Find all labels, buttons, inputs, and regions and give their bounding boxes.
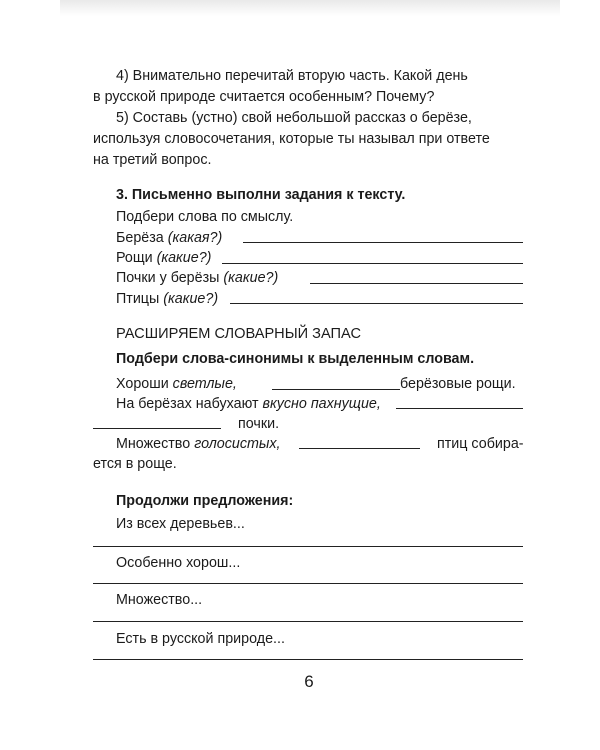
vocab-sentence-2: [116, 395, 381, 413]
question-4-line-2: в русской природе считается особенным? Почему?: [93, 89, 435, 105]
vocab-sentence-3: [116, 435, 281, 453]
highlighted-word: вкусно пахнущие,: [262, 396, 381, 412]
sentence-text: Множество: [116, 436, 191, 452]
highlighted-word: голосистых,: [194, 436, 281, 452]
continue-heading: Продолжи предложения:: [116, 493, 294, 509]
item-word: Почки у берёзы: [116, 270, 220, 286]
item-buds: [116, 269, 278, 287]
synonym-line[interactable]: [396, 408, 523, 409]
sentence-text: Хороши: [116, 376, 169, 392]
answer-line[interactable]: [243, 242, 523, 243]
item-word: Птицы: [116, 291, 160, 307]
sentence-text-end: птиц собира-: [437, 436, 524, 452]
answer-line[interactable]: [310, 283, 523, 284]
answer-line[interactable]: [93, 546, 523, 547]
sentence-text: На берёзах набухают: [116, 396, 259, 412]
vocab-task: Подбери слова-синонимы к выделенным словам.: [116, 351, 475, 367]
item-question: (какие?): [223, 270, 279, 286]
synonym-line[interactable]: [93, 428, 221, 429]
prompt-4: Есть в русской природе...: [116, 631, 285, 647]
page-number: 6: [304, 672, 314, 691]
item-question: (какая?): [167, 230, 223, 246]
answer-line[interactable]: [93, 621, 523, 622]
sentence-text-end: почки.: [238, 416, 280, 432]
question-5-line-1: 5) Составь (устно) свой небольшой рассказ о берёзе,: [116, 110, 472, 126]
prompt-1: Из всех деревьев...: [116, 516, 245, 532]
synonym-line[interactable]: [272, 389, 400, 390]
answer-line[interactable]: [230, 303, 523, 304]
synonym-line[interactable]: [299, 448, 420, 449]
answer-line[interactable]: [222, 263, 523, 264]
answer-line[interactable]: [93, 583, 523, 584]
answer-line[interactable]: [93, 659, 523, 660]
previous-page-bleed: [60, 0, 560, 16]
sentence-continuation: ется в роще.: [93, 456, 177, 472]
item-groves: [116, 249, 211, 267]
section-3-instruction: Подбери слова по смыслу.: [116, 209, 294, 225]
item-question: (какие?): [163, 291, 219, 307]
vocab-sentence-1: [116, 375, 237, 393]
prompt-3: Множество...: [116, 592, 203, 608]
highlighted-word: светлые,: [172, 376, 237, 392]
vocab-title: РАСШИРЯЕМ СЛОВАРНЫЙ ЗАПАС: [116, 326, 361, 342]
item-birds: [116, 290, 218, 308]
question-4-line-1: 4) Внимательно перечитай вторую часть. Какой день: [116, 68, 468, 84]
item-question: (какие?): [156, 250, 212, 266]
section-3-heading: 3. Письменно выполни задания к тексту.: [116, 187, 406, 203]
item-birch: [116, 229, 222, 247]
item-word: Рощи: [116, 250, 153, 266]
sentence-text-end: берёзовые рощи.: [400, 376, 516, 392]
question-5-line-2: используя словосочетания, которые ты называл при ответе: [93, 131, 490, 147]
item-word: Берёза: [116, 230, 164, 246]
prompt-2: Особенно хорош...: [116, 555, 241, 571]
question-5-line-3: на третий вопрос.: [93, 152, 212, 168]
